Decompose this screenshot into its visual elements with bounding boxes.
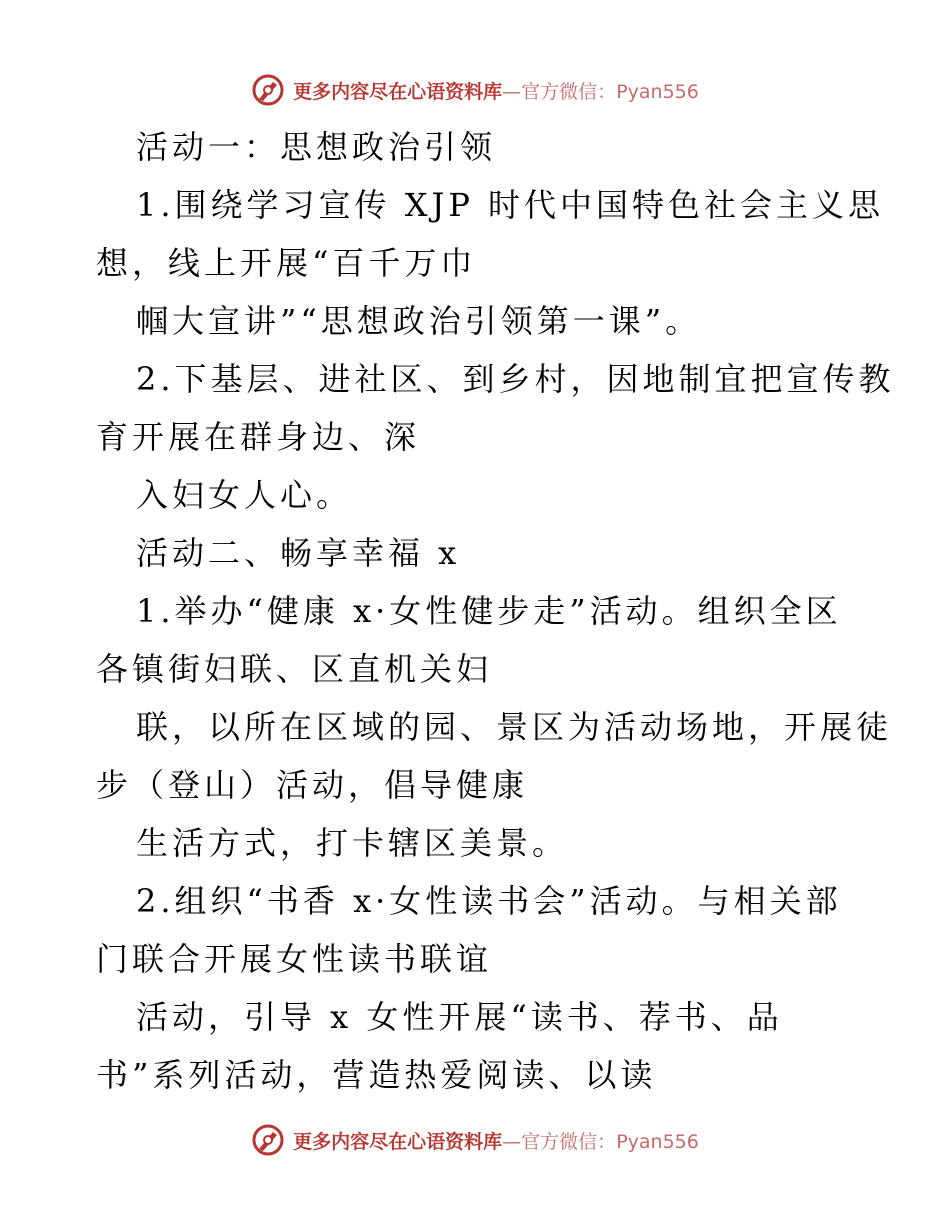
text-line: 门联合开展女性读书联谊 xyxy=(96,940,493,978)
watermark-wechat-id: Pyan556 xyxy=(616,1130,699,1153)
header-watermark xyxy=(0,70,950,110)
text-line: 育开展在群身边、深 xyxy=(96,418,421,456)
text-line: 活动，引导 x 女性开展“读书、荐书、品 xyxy=(136,998,783,1036)
text-line: 2.下基层、进社区、到乡村，因地制宜把宣传教 xyxy=(136,360,895,398)
watermark-text xyxy=(293,77,699,104)
watermark-group xyxy=(251,73,699,107)
text-line: 1.围绕学习宣传 XJP 时代中国特色社会主义思 xyxy=(136,186,885,224)
text-line: 联，以所在区域的园、景区为活动场地，开展徒 xyxy=(136,708,893,746)
watermark-dash: — xyxy=(502,80,522,103)
watermark-wechat-label: 官方微信： xyxy=(521,80,617,103)
watermark-wechat-label: 官方微信： xyxy=(521,1130,617,1153)
text-line: 活动一：思想政治引领 xyxy=(136,128,497,166)
watermark-group xyxy=(251,1123,699,1157)
text-line: 活动二、畅享幸福 x xyxy=(136,534,461,572)
text-line: 书”系列活动，营造热爱阅读、以读 xyxy=(96,1056,657,1094)
watermark-main-text: 更多内容尽在心语资料库 xyxy=(293,1130,503,1153)
watermark-main-text: 更多内容尽在心语资料库 xyxy=(293,80,503,103)
text-line: 各镇街妇联、区直机关妇 xyxy=(96,650,493,688)
pen-circle-logo-icon xyxy=(251,1123,285,1157)
text-line: 1.举办“健康 x·女性健步走”活动。组织全区 xyxy=(136,592,842,630)
text-line: 想，线上开展“百千万巾 xyxy=(96,244,477,282)
text-line: 步（登山）活动，倡导健康 xyxy=(96,766,529,804)
footer-watermark xyxy=(0,1120,950,1160)
watermark-dash: — xyxy=(502,1130,522,1153)
text-line: 2.组织“书香 x·女性读书会”活动。与相关部 xyxy=(136,882,842,920)
pen-circle-logo-icon xyxy=(251,73,285,107)
text-line: 生活方式，打卡辖区美景。 xyxy=(136,824,569,862)
text-line: 帼大宣讲”“思想政治引领第一课”。 xyxy=(136,302,702,340)
text-line: 入妇女人心。 xyxy=(136,476,353,514)
document-body xyxy=(96,118,895,1104)
watermark-wechat-id: Pyan556 xyxy=(616,80,699,103)
watermark-text xyxy=(293,1127,699,1154)
